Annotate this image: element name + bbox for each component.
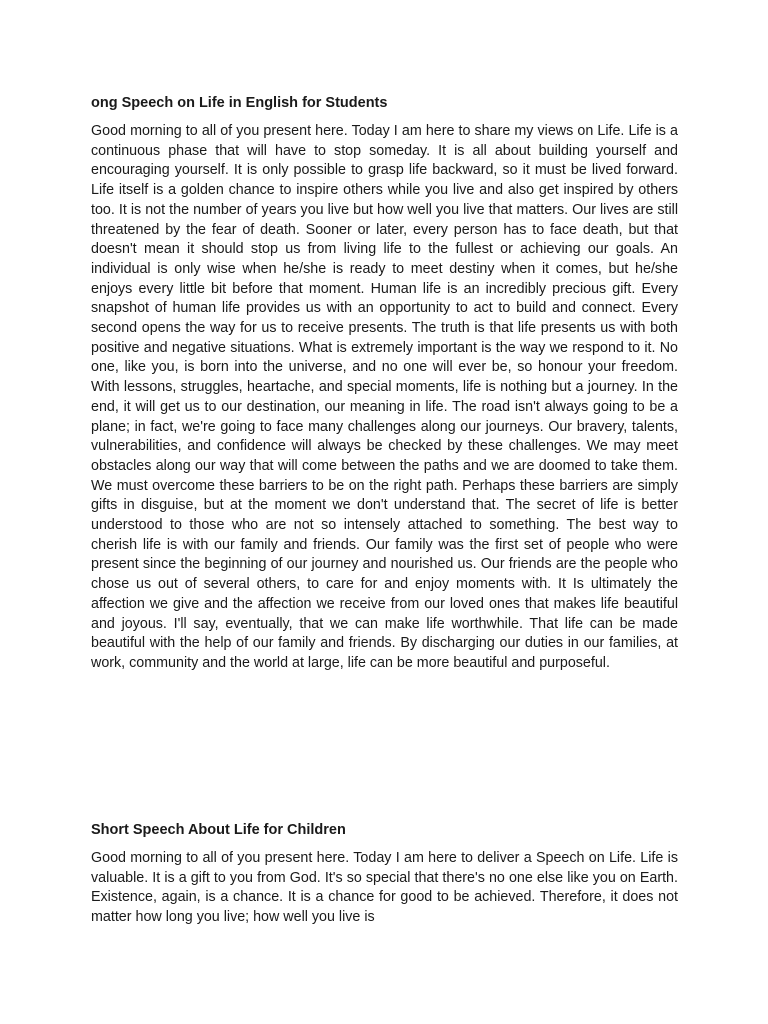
section-heading: ong Speech on Life in English for Students bbox=[91, 95, 388, 111]
section-students bbox=[91, 93, 678, 674]
section-heading: Short Speech About Life for Children bbox=[91, 822, 346, 838]
section-body: Good morning to all of you present here. Today I am here to deliver a Speech on Life. Life is valuable. It is a gift to you from God. It's so special that there's no one else like you on Earth. Existence, again, is a chance. It is a chance for good to be achieved. Therefore, it does not matter how long you live; how well you live is bbox=[91, 850, 678, 926]
section-body: Good morning to all of you present here. Today I am here to share my views on Life. Life is a continuous phase that will have to stop someday. It is all about building yourself and encouraging yourself. It is only possible to grasp life backward, so it must be lived forward. Life itself is a golden chance to inspire others while you live and also get inspired by others too. It is not the number of years you live but how well you live that matters. Our lives are still threatened by the fear of death. Sooner or later, every person has to face death, but that doesn't mean it should stop us from living life to the fullest or achieving our goals. An individual is only wise when he/she is ready to meet destiny when it comes, but he/she enjoys every little bit before that moment. Human life is an incredibly precious gift. Every snapshot of human life provides us with an opportunity to act to build and connect. Every second opens the way for us to receive presents. The truth is that life presents us with both positive and negative situations. What is extremely important is the way we respond to it. No one, like you, is born into the universe, and no one will ever be, so honour your freedom. With lessons, struggles, heartache, and special moments, life is nothing but a journey. In the end, it will get us to our destination, our meaning in life. The road isn't always going to be a plane; in fact, we're going to face many challenges along our journeys. Our bravery, talents, vulnerabilities, and confidence will always be checked by these challenges. We may meet obstacles along our way that will come between the paths and we are doomed to take them. We must overcome these barriers to be on the right path. Perhaps these barriers are simply gifts in disguise, but at the moment we don't understand that. The secret of life is better understood to those who are not so intensely attached to something. The best way to cherish life is with our family and friends. Our family was the first set of people who were present since the beginning of our journey and nourished us. Our friends are the people who chose us out of several others, to care for and enjoy moments with. It Is ultimately the affection we give and the affection we receive from our loved ones that makes life beautiful and joyous. I'll say, eventually, that we can make life worthwhile. That life can be made beautiful with the help of our family and friends. By discharging our duties in our families, at work, community and the world at large, life can be more beautiful and purposeful. bbox=[91, 123, 678, 671]
section-children bbox=[91, 820, 678, 928]
